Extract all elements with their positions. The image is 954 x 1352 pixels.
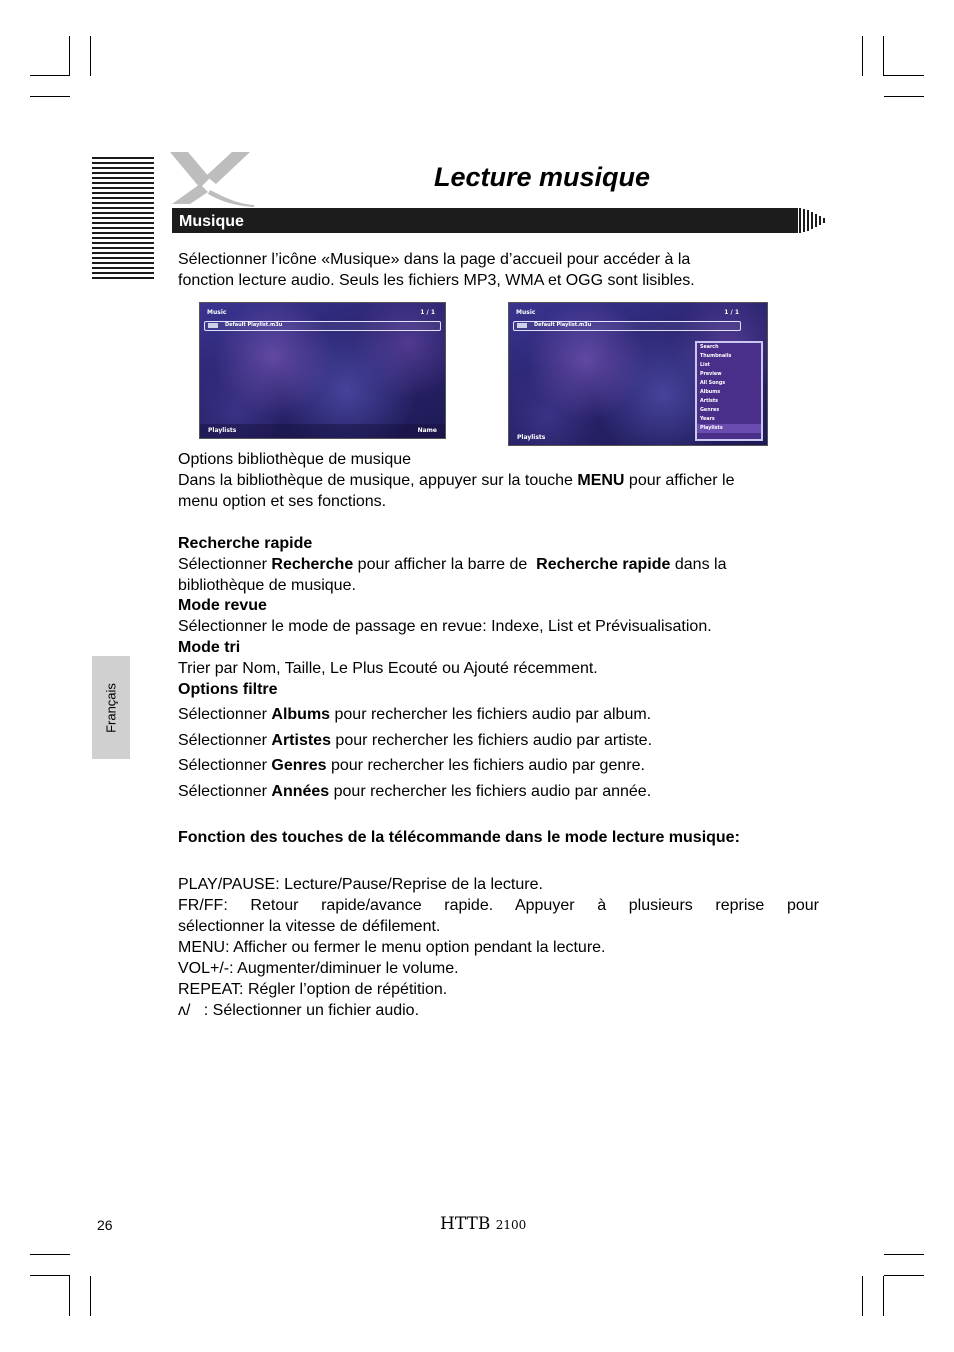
text: Sélectionner — [178, 757, 272, 774]
keyword: Recherche — [271, 556, 354, 573]
text: pour rechercher les fichiers audio par année. — [329, 783, 652, 800]
screen-footer — [200, 424, 445, 438]
crop-mark — [30, 1254, 70, 1255]
section-title: Musique — [179, 213, 244, 230]
crop-mark — [884, 1254, 924, 1255]
crop-mark — [883, 1276, 884, 1316]
section-bar-dots — [795, 208, 830, 233]
sort-mode-text: Trier par Nom, Taille, Le Plus Ecouté ou Ajouté récemment. — [178, 660, 598, 677]
page-title: Lecture musique — [434, 162, 651, 192]
menu-key: MENU — [577, 472, 625, 489]
playlist-row — [204, 321, 441, 331]
playlist-row — [513, 321, 741, 331]
crop-mark — [69, 36, 70, 76]
text: Sélectionner — [178, 556, 272, 573]
crop-mark — [883, 36, 884, 76]
screen-footer-right: Name — [417, 427, 437, 434]
options-caption: Options bibliothèque de musique — [178, 451, 412, 468]
intro-paragraph — [178, 249, 823, 291]
sort-mode-heading: Mode tri — [178, 639, 241, 656]
keyword: Albums — [271, 706, 331, 723]
screen-footer-left: Playlists — [208, 427, 237, 434]
option-menu-item: Artists — [700, 399, 719, 404]
quick-search-line2: bibliothèque de musique. — [178, 577, 356, 594]
remote-line: REPEAT: Régler l’option de répétition. — [178, 981, 448, 998]
filter-item — [178, 704, 823, 725]
filter-section — [178, 679, 823, 700]
model-logo-text: HTTB — [440, 1214, 491, 1234]
option-menu-item: Playlists — [697, 424, 761, 433]
model-number: 2100 — [495, 1218, 527, 1232]
crop-mark — [30, 1275, 70, 1276]
remote-line: FR/FF: Retour rapide/avance rapide. Appuyer à plusieurs reprise pour — [178, 897, 819, 914]
text: Sélectionner — [178, 706, 272, 723]
intro-line: fonction lecture audio. Seuls les fichiers MP3, WMA et OGG sont lisibles. — [178, 272, 695, 289]
crop-mark — [30, 96, 70, 97]
screen-title: Music — [516, 309, 536, 316]
crop-mark — [862, 36, 863, 76]
quick-search-line — [178, 554, 823, 575]
remote-functions — [178, 874, 819, 1021]
option-menu-item: Genres — [700, 408, 720, 413]
crop-mark — [862, 1276, 863, 1316]
option-menu — [695, 341, 763, 441]
intro-line: Sélectionner l’icône «Musique» dans la page d’accueil pour accéder à la — [178, 251, 691, 268]
playlist-icon — [208, 323, 218, 328]
remote-line: PLAY/PAUSE: Lecture/Pause/Reprise de la lecture. — [178, 876, 543, 893]
playlist-name: Default Playlist.m3u — [534, 322, 592, 328]
review-mode-text: Sélectionner le mode de passage en revue: Indexe, List et Prévisualisation. — [178, 618, 712, 635]
remote-line: sélectionner la vitesse de défilement. — [178, 918, 441, 935]
screen-page-count: 1 / 1 — [724, 309, 739, 316]
crop-mark — [90, 36, 91, 76]
filter-item — [178, 730, 823, 751]
remote-heading: Fonction des touches de la télécommande dans le mode lecture musique: — [178, 829, 740, 846]
text: pour afficher la barre de — [353, 556, 537, 573]
crop-mark — [884, 96, 924, 97]
filter-item — [178, 781, 823, 802]
language-label: Français — [103, 682, 119, 733]
remote-heading-block — [178, 827, 823, 848]
remote-line: MENU: Afficher ou fermer le menu option pendant la lecture. — [178, 939, 606, 956]
text: Sélectionner — [178, 732, 272, 749]
review-mode-heading: Mode revue — [178, 597, 267, 614]
text: Sélectionner — [178, 783, 272, 800]
brand-logo — [166, 148, 256, 208]
review-mode-section — [178, 595, 823, 637]
keyword: Années — [271, 783, 330, 800]
remote-line: VOL+/-: Augmenter/diminuer le volume. — [178, 960, 459, 977]
remote-line: ʌ/ : Sélectionner un fichier audio. — [178, 1002, 420, 1019]
sort-mode-section — [178, 637, 823, 679]
text: pour rechercher les fichiers audio par album. — [330, 706, 652, 723]
quick-search-section — [178, 533, 823, 596]
crop-mark — [90, 1276, 91, 1316]
section-header — [172, 208, 797, 233]
options-menu-line2: menu option et ses fonctions. — [178, 493, 387, 510]
quick-search-heading: Recherche rapide — [178, 535, 313, 552]
model-name — [440, 1214, 526, 1234]
option-menu-item: Years — [700, 417, 715, 422]
music-screenshot-menu — [508, 302, 768, 446]
screen-footer-left: Playlists — [517, 434, 546, 441]
screen-page-count: 1 / 1 — [420, 309, 435, 316]
filter-heading: Options filtre — [178, 681, 278, 698]
crop-mark — [884, 1275, 924, 1276]
text: pour afficher le — [624, 472, 735, 489]
decorative-stripes — [92, 157, 154, 284]
filter-item — [178, 755, 823, 776]
keyword: Recherche rapide — [536, 556, 671, 573]
option-menu-item: All Songs — [700, 381, 726, 386]
option-menu-item: Search — [700, 345, 719, 350]
option-menu-item: Albums — [700, 390, 721, 395]
text: pour rechercher les fichiers audio par artiste. — [330, 732, 653, 749]
options-paragraph — [178, 449, 823, 512]
options-menu-line — [178, 470, 823, 491]
crop-mark — [69, 1276, 70, 1316]
keyword: Genres — [271, 757, 327, 774]
option-menu-item: Thumbnails — [700, 354, 732, 359]
playlist-name: Default Playlist.m3u — [225, 322, 283, 328]
page-number: 26 — [97, 1217, 113, 1233]
option-menu-item: Preview — [700, 372, 722, 377]
playlist-icon — [517, 323, 527, 328]
screen-title: Music — [207, 309, 227, 316]
text: pour rechercher les fichiers audio par genre. — [326, 757, 645, 774]
option-menu-item: List — [700, 363, 710, 368]
music-screenshot-list — [199, 302, 446, 439]
crop-mark — [884, 75, 924, 76]
text: Dans la bibliothèque de musique, appuyer sur la touche — [178, 472, 578, 489]
text: dans la — [670, 556, 727, 573]
language-tab — [92, 656, 130, 759]
crop-mark — [30, 75, 70, 76]
keyword: Artistes — [271, 732, 331, 749]
